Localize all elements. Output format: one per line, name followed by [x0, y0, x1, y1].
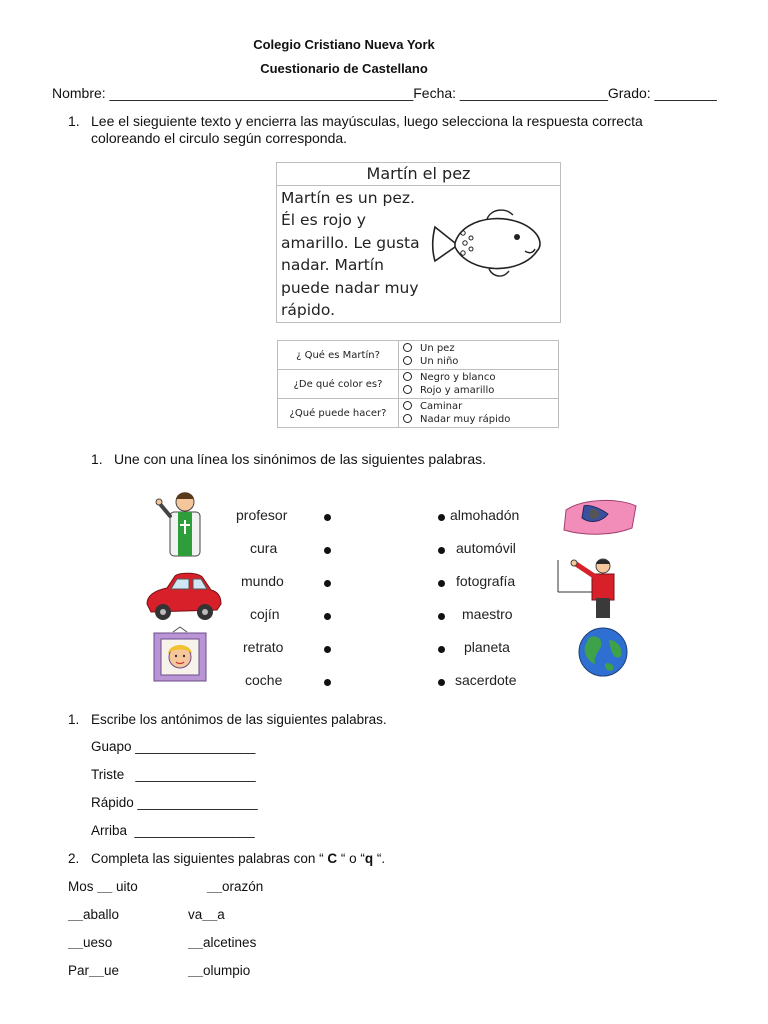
story-line-2: Él es rojo y [281, 211, 366, 229]
connect-dot-left[interactable] [324, 514, 331, 521]
q3-instruction: Escribe los antónimos de las siguientes palabras. [91, 712, 387, 727]
word-part: olumpio [203, 963, 251, 978]
blank[interactable]: __ [97, 879, 113, 894]
word-part: alcetines [203, 935, 257, 950]
option-label: Nadar muy rápido [420, 414, 511, 425]
word-left: mundo [241, 573, 284, 589]
antonym-item[interactable]: Rápido ________________ [91, 795, 258, 810]
radio-circle-icon[interactable] [403, 356, 412, 365]
portrait-frame-icon [151, 626, 209, 684]
story-box [276, 162, 561, 323]
fill-word[interactable] [207, 879, 263, 894]
antonym-item[interactable]: Triste ________________ [91, 767, 256, 782]
q1-instruction-line2: coloreando el circulo según corresponda. [91, 130, 348, 146]
option[interactable] [403, 384, 554, 397]
blank[interactable]: __ [188, 935, 204, 950]
option[interactable] [403, 355, 554, 368]
option-label: Rojo y amarillo [420, 385, 495, 396]
connect-dot-left[interactable] [324, 580, 331, 587]
option[interactable] [403, 342, 554, 355]
cushion-icon [560, 496, 640, 538]
connect-dot-right[interactable] [438, 580, 445, 587]
word-right: maestro [462, 606, 513, 622]
connect-dot-right[interactable] [438, 613, 445, 620]
story-line-6: rápido. [281, 301, 335, 319]
connect-dot-right[interactable] [438, 646, 445, 653]
blank[interactable]: __ [89, 963, 105, 978]
word-right: almohadón [450, 507, 520, 523]
q2-number: 1. [91, 451, 103, 467]
question-cell: ¿Qué puede hacer? [278, 399, 399, 428]
option-label: Negro y blanco [420, 372, 496, 383]
table-row [278, 370, 559, 399]
blank[interactable]: __ [202, 907, 218, 922]
word-part: Par [68, 963, 90, 978]
question-cell: ¿ Qué es Martín? [278, 341, 399, 370]
car-icon [143, 570, 223, 622]
globe-icon [573, 626, 633, 678]
blank[interactable]: __ [188, 963, 204, 978]
q1-instruction-line1: Lee el sieguiente texto y encierra las mayúsculas, luego selecciona la respuesta correcta [91, 113, 643, 129]
fill-word[interactable] [68, 963, 119, 978]
school-name: Colegio Cristiano Nueva York [253, 37, 435, 52]
radio-circle-icon[interactable] [403, 414, 412, 423]
word-part: a [217, 907, 225, 922]
q4-text-c: “. [373, 851, 386, 866]
word-left: coche [245, 672, 283, 688]
word-part: uito [112, 879, 138, 894]
q4-text-b: “ o “ [337, 851, 365, 866]
connect-dot-right[interactable] [438, 679, 445, 686]
options-cell [399, 341, 559, 370]
word-right: planeta [464, 639, 510, 655]
fill-word[interactable] [68, 935, 112, 950]
question-cell: ¿De qué color es? [278, 370, 399, 399]
q3-number: 1. [68, 712, 80, 727]
story-line-1: Martín es un pez. [281, 189, 415, 207]
word-left: cura [250, 540, 278, 556]
word-part: va [188, 907, 203, 922]
q2-instruction: Une con una línea los sinónimos de las siguientes palabras. [114, 451, 487, 467]
word-part: orazón [222, 879, 264, 894]
antonym-item[interactable]: Arriba ________________ [91, 823, 255, 838]
connect-dot-left[interactable] [324, 646, 331, 653]
fill-word[interactable] [188, 935, 256, 950]
worksheet-title: Cuestionario de Castellano [260, 61, 428, 76]
fish-icon [429, 203, 545, 283]
word-right: automóvil [456, 540, 516, 556]
connect-dot-left[interactable] [324, 547, 331, 554]
blank[interactable]: __ [68, 907, 84, 922]
blank[interactable]: __ [68, 935, 84, 950]
fill-word[interactable] [68, 879, 138, 894]
priest-icon [154, 490, 214, 558]
word-part: ue [104, 963, 120, 978]
word-right: fotografía [456, 573, 516, 589]
connect-dot-left[interactable] [324, 613, 331, 620]
option-label: Caminar [420, 401, 463, 412]
connect-dot-left[interactable] [324, 679, 331, 686]
story-line-4: nadar. Martín [281, 256, 384, 274]
word-part: ueso [83, 935, 113, 950]
antonym-item[interactable]: Guapo ________________ [91, 739, 256, 754]
word-right: sacerdote [455, 672, 517, 688]
options-cell [399, 370, 559, 399]
radio-circle-icon[interactable] [403, 385, 412, 394]
word-left: profesor [236, 507, 288, 523]
connect-dot-right[interactable] [438, 514, 445, 521]
option[interactable] [403, 413, 554, 426]
q4-number: 2. [68, 851, 80, 866]
question-table [277, 340, 559, 428]
letter-c: C [327, 851, 338, 866]
table-row [278, 341, 559, 370]
option[interactable] [403, 371, 554, 384]
option[interactable] [403, 400, 554, 413]
q4-text-a: Completa las siguientes palabras con “ [91, 851, 328, 866]
word-part: Mos [68, 879, 98, 894]
connect-dot-right[interactable] [438, 547, 445, 554]
story-line-3: amarillo. Le gusta [281, 234, 420, 252]
letter-q: q [364, 851, 374, 866]
story-title: Martín el pez [277, 163, 560, 186]
blank[interactable]: __ [207, 879, 223, 894]
radio-circle-icon[interactable] [403, 343, 412, 352]
name-date-grade-line: Nombre: _______________________________________Fecha: ___________________Grado: ________ [52, 85, 717, 101]
option-label: Un niño [420, 356, 459, 367]
story-line-5: puede nadar muy [281, 279, 419, 297]
q4-instruction [91, 851, 385, 866]
table-row [278, 399, 559, 428]
fill-word[interactable] [68, 907, 119, 922]
option-label: Un pez [420, 343, 455, 354]
word-left: cojín [250, 606, 280, 622]
radio-circle-icon[interactable] [403, 401, 412, 410]
fill-word[interactable] [188, 907, 225, 922]
radio-circle-icon[interactable] [403, 372, 412, 381]
word-left: retrato [243, 639, 284, 655]
options-cell [399, 399, 559, 428]
teacher-icon [556, 554, 626, 620]
q1-number: 1. [68, 113, 80, 129]
fill-word[interactable] [188, 963, 250, 978]
word-part: aballo [83, 907, 120, 922]
